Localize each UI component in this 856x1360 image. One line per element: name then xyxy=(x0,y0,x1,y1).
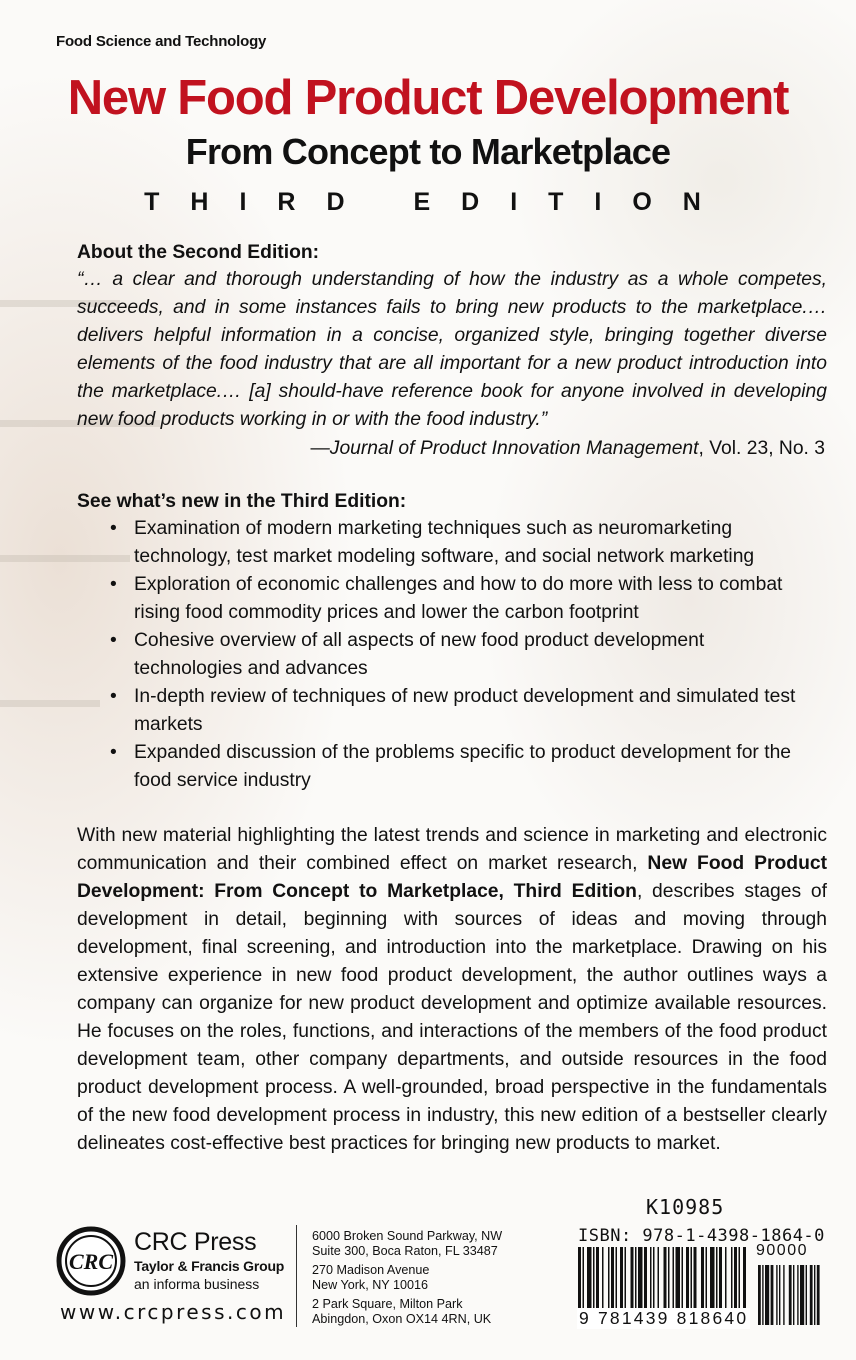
barcode-bar xyxy=(686,1247,689,1317)
list-item: • Cohesive overview of all aspects of new food product development technologies and advances xyxy=(106,627,806,683)
list-item: • In-depth review of techniques of new product development and simulated test markets xyxy=(106,683,806,739)
barcode-bar xyxy=(644,1247,647,1317)
barcode-bar xyxy=(611,1247,614,1317)
barcode-addon-bar xyxy=(797,1265,798,1325)
barcode-bar xyxy=(676,1247,681,1317)
barcode-addon-bar xyxy=(779,1265,780,1325)
barcode-bar xyxy=(725,1247,727,1317)
barcode-addon-bar xyxy=(789,1265,792,1325)
barcode-bar xyxy=(706,1247,708,1317)
journal-volume: , Vol. 23, No. 3 xyxy=(698,438,825,459)
barcode-bar xyxy=(710,1247,715,1317)
publisher-name: CRC Press xyxy=(134,1228,257,1256)
barcode-addon-bar xyxy=(817,1265,820,1325)
barcode-bar xyxy=(602,1247,604,1317)
isbn-label: ISBN: 978-1-4398-1864-0 xyxy=(578,1226,825,1246)
barcode-addon-bar xyxy=(810,1265,813,1325)
barcode-bar xyxy=(658,1247,660,1317)
publisher-url: www.crcpress.com xyxy=(60,1300,287,1324)
address-new-york: 270 Madison Avenue New York, NY 10016 xyxy=(312,1263,430,1292)
description-body: , describes stages of development in detail, beginning with sources of ideas and moving through development, final screening, and introduction into the marketplace. Drawing on his extensive experience in new food product development, the author outlines ways a company can organize for new product development and optimize available resources. He focuses on the roles, functions, and interactions of the members of the food product development team, other company departments, and outside resources in the food product development process. A well-grounded, broad perspective in the fundamentals of the new food development process in industry, this new edition of a bestseller clearly delineates cost-effective best practices for bringing new products to market. xyxy=(77,881,827,1154)
barcode-digits: 9 781439 818640 xyxy=(579,1308,749,1328)
barcode-bar xyxy=(682,1247,684,1317)
description-title: New Food Product Development: From Concept to Marketplace, Third Edition xyxy=(77,853,827,902)
barcode-addon-bar xyxy=(762,1265,763,1325)
edition-label: THIRD EDITION xyxy=(144,188,732,216)
barcode-addon-bar xyxy=(783,1265,784,1325)
barcode-bar xyxy=(631,1247,634,1317)
crc-logo-icon xyxy=(56,1226,126,1296)
barcode-bar xyxy=(638,1247,643,1317)
background-shelf xyxy=(0,700,100,707)
quote-attribution xyxy=(77,435,825,463)
barcode-bar xyxy=(578,1247,581,1317)
barcode-bar xyxy=(668,1247,670,1317)
barcode-bar xyxy=(650,1247,652,1317)
barcode-bar xyxy=(608,1247,610,1317)
product-code: K10985 xyxy=(646,1195,725,1219)
barcode-bar xyxy=(743,1247,746,1317)
publisher-group: Taylor & Francis Group xyxy=(134,1258,285,1274)
book-title: New Food Product Development xyxy=(67,71,789,125)
barcode-bar xyxy=(664,1247,667,1317)
barcode-bar xyxy=(701,1247,704,1317)
barcode-addon: 90000 xyxy=(756,1242,808,1259)
whats-new-list xyxy=(106,515,806,795)
description-intro: With new material highlighting the latest trends and science in marketing and electronic communication and their combined effect on market research, xyxy=(77,825,827,874)
divider xyxy=(296,1225,297,1327)
review-quote: “… a clear and thorough understanding of how the industry as a whole competes, succeeds, and in some instances fails to bring new products to the marketplace.… delivers helpful information in a concise, organized style, bringing together diverse elements of the food industry that are all important for a new product introduction into the marketplace.… [a] should-have reference book for anyone involved in developing new food products working in or with the food industry.” xyxy=(77,269,827,430)
book-subtitle: From Concept to Marketplace xyxy=(185,131,671,172)
barcode-addon-bar xyxy=(814,1265,815,1325)
barcode-bar xyxy=(719,1247,722,1317)
attribution-dash: — xyxy=(310,438,330,459)
series-name: Food Science and Technology xyxy=(56,33,267,50)
journal-name: Journal of Product Innovation Management xyxy=(329,438,699,459)
barcode-bar xyxy=(734,1247,737,1317)
logo-text: CRC xyxy=(68,1249,114,1274)
barcode-addon-bar xyxy=(758,1265,761,1325)
about-heading: About the Second Edition: xyxy=(77,242,320,263)
barcode-bar xyxy=(691,1247,693,1317)
barcode-bar xyxy=(731,1247,733,1317)
barcode-bar xyxy=(587,1247,592,1317)
whats-new-heading: See what’s new in the Third Edition: xyxy=(77,491,407,512)
barcode-bar xyxy=(673,1247,675,1317)
barcode-bar xyxy=(616,1247,618,1317)
barcode-addon-bar xyxy=(771,1265,774,1325)
barcode-bar xyxy=(593,1247,595,1317)
barcode-bar xyxy=(620,1247,623,1317)
barcode-bar xyxy=(653,1247,655,1317)
barcode-bar xyxy=(739,1247,741,1317)
barcode-bar xyxy=(694,1247,697,1317)
barcode-bar xyxy=(583,1247,585,1317)
list-item: • Examination of modern marketing techniques such as neuromarketing technology, test market modeling software, and social network marketing xyxy=(106,515,806,571)
book-description xyxy=(77,822,827,1158)
publisher-business: an informa business xyxy=(134,1276,260,1292)
barcode-bar xyxy=(716,1247,718,1317)
barcode-addon-bar xyxy=(765,1265,769,1325)
barcode-bar xyxy=(635,1247,637,1317)
barcode-addon-bar xyxy=(793,1265,794,1325)
barcode-bar xyxy=(625,1247,627,1317)
address-uk: 2 Park Square, Milton Park Abingdon, Oxon OX14 4RN, UK xyxy=(312,1297,492,1326)
barcode-addon-bar xyxy=(806,1265,807,1325)
address-florida: 6000 Broken Sound Parkway, NW Suite 300, Boca Raton, FL 33487 xyxy=(312,1229,503,1258)
barcode-bar xyxy=(596,1247,599,1317)
barcode-addon-bar xyxy=(800,1265,804,1325)
list-item: • Expanded discussion of the problems specific to product development for the food service industry xyxy=(106,739,806,795)
barcode-addon-bar xyxy=(776,1265,777,1325)
list-item: • Exploration of economic challenges and how to do more with less to combat rising food commodity prices and lower the carbon footprint xyxy=(106,571,806,627)
